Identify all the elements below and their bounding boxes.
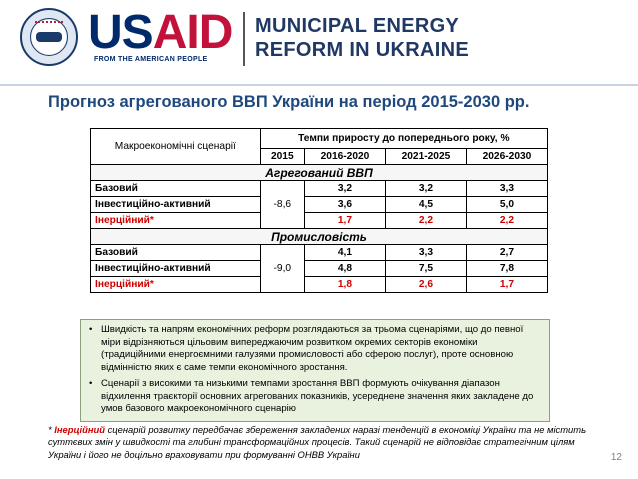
forecast-table — [90, 128, 548, 293]
header — [0, 0, 638, 80]
table-cell: 1,7 — [305, 213, 386, 229]
note-text: Сценарії з високими та низькими темпами зростання ВВП формують очікування діапазон відхилення траєкторії основних агрегованих показників, усереднене значення яких закладене до умов базового макроекономічного сценарію — [101, 378, 534, 414]
table-cell: 3,3 — [466, 181, 547, 197]
row-label: Інвестиційно-активний — [91, 261, 261, 277]
table-cell: 3,2 — [385, 181, 466, 197]
footnote-text: сценарій розвитку передбачає збереження закладених наразі тенденцій в економіці України та не містить суттєвих змін у швидкості та глибині трансформаційних процесів. Такий сценарій не відповідає стратегічним цілям України і його не доцільно враховувати при формуванні ОНВВ України — [48, 424, 587, 460]
project-name-line-1: MUNICIPAL ENERGY — [255, 15, 460, 37]
row-label: Базовий — [91, 181, 261, 197]
table-cell: 2,6 — [385, 277, 466, 293]
table-cell: 4,8 — [305, 261, 386, 277]
row-label-inertial: Інерційний* — [91, 213, 261, 229]
table-cell: 4,1 — [305, 245, 386, 261]
value-2015: -9,0 — [260, 245, 304, 293]
year-header: 2021-2025 — [385, 149, 466, 165]
usaid-logo: USAID — [88, 6, 233, 59]
bullet-icon: • — [89, 378, 93, 389]
table-cell: 4,5 — [385, 197, 466, 213]
footnote — [48, 424, 608, 461]
project-name — [255, 14, 469, 62]
project-name-line-2: REFORM IN UKRAINE — [255, 39, 469, 61]
footnote-term: Інерційний — [54, 424, 105, 435]
table-cell: 3,3 — [385, 245, 466, 261]
year-header: 2026-2030 — [466, 149, 547, 165]
usaid-tagline: FROM THE AMERICAN PEOPLE — [94, 56, 208, 63]
title-divider — [0, 84, 638, 86]
footnote-star: * — [48, 424, 55, 435]
page-number: 12 — [610, 452, 622, 463]
row-label: Інвестиційно-активний — [91, 197, 261, 213]
scenarios-header: Макроекономічні сценарії — [91, 129, 261, 165]
section-header-industry: Промисловість — [91, 229, 548, 245]
year-header: 2016-2020 — [305, 149, 386, 165]
table-cell: 7,5 — [385, 261, 466, 277]
table-cell: 1,7 — [466, 277, 547, 293]
value-2015: -8,6 — [260, 181, 304, 229]
table-cell: 5,0 — [466, 197, 547, 213]
header-divider — [243, 12, 245, 66]
table-cell: 1,8 — [305, 277, 386, 293]
table-cell: 7,8 — [466, 261, 547, 277]
table-cell: 2,2 — [385, 213, 466, 229]
note-text: Швидкість та напрям економічних реформ розглядаються за трьома сценаріями, що до певної міри відрізняються цільовим випереджаючим розвитком окремих секторів економіки (традиційними енергоємними галузями промисловості або сферою послуг), проте основною відмінністю яких є саме темпи економічного зростання. — [101, 324, 524, 373]
row-label-inertial: Інерційний* — [91, 277, 261, 293]
note-item — [89, 378, 541, 416]
year-header: 2015 — [260, 149, 304, 165]
table-cell: 2,2 — [466, 213, 547, 229]
growth-header: Темпи приросту до попереднього року, % — [260, 129, 547, 149]
slide-title: Прогноз агрегованого ВВП України на період 2015-2030 рр. — [48, 93, 530, 111]
row-label: Базовий — [91, 245, 261, 261]
section-header-gdp: Агрегований ВВП — [91, 165, 548, 181]
table-cell: 2,7 — [466, 245, 547, 261]
notes-box — [80, 319, 550, 422]
usaid-seal-icon — [20, 8, 78, 66]
table-cell: 3,6 — [305, 197, 386, 213]
bullet-icon: • — [89, 324, 93, 335]
note-item — [89, 324, 541, 374]
table-cell: 3,2 — [305, 181, 386, 197]
